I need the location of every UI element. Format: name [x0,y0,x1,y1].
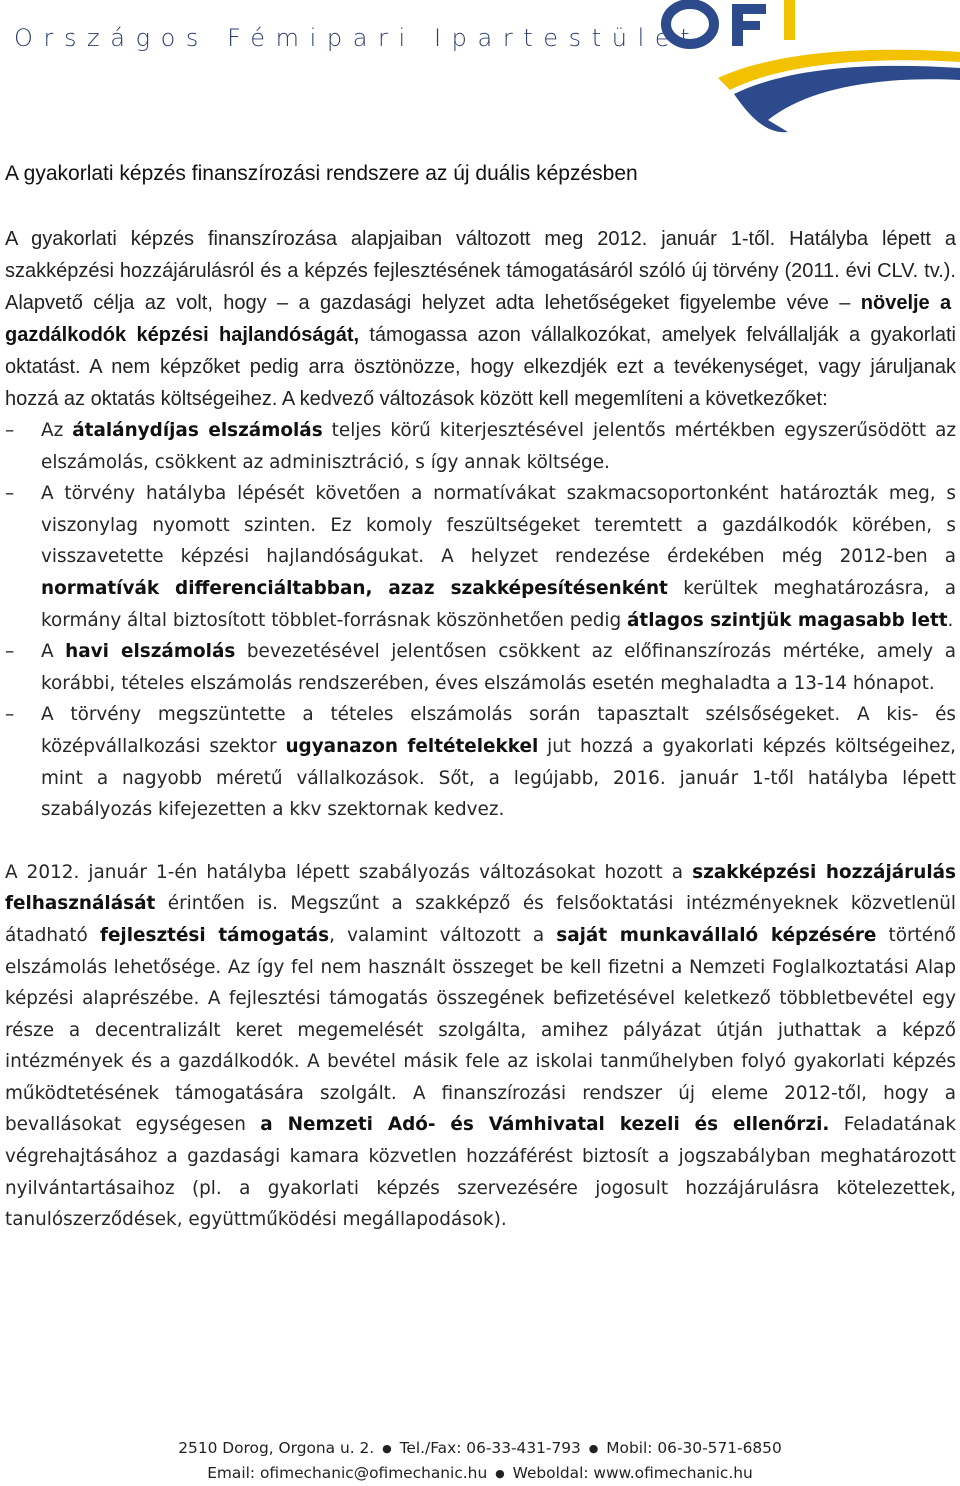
list-highlight: havi elszámolás [65,641,236,663]
list-text: . [947,609,954,631]
list-text: bevezetésével jelentősen csökkent az előfinanszírozás mértéke, amely a korábbi, tételes elszámolás rendszerében, éves elszámolás esetén meghaladta a 13-14 hónapot. [41,641,956,694]
paragraph-highlight: saját munkavállaló képzésére [556,924,877,946]
list-item [5,415,956,478]
intro-paragraph [5,223,956,415]
intro-text-b: támogassa azon vállalkozókat, amelyek felvállalják a gyakorlati oktatást. A nem képzőket pedig arra ösztönözze, hogy elkezdjék ezt a tevékenységet, vagy járuljanak hozzá az oktatás költségeihez. A kedvező változások között kell megemlíteni a következőket: [5,324,956,410]
footer-email[interactable]: Email: ofimechanic@ofimechanic.hu [207,1464,488,1482]
list-highlight: átalánydíjas elszámolás [72,420,323,441]
footer-website[interactable]: Weboldal: www.ofimechanic.hu [512,1464,753,1482]
paragraph-text: A 2012. január 1-én hatályba lépett szabályozás változásokat hozott a [5,861,693,883]
organization-name: Országos Fémipari Ipartestület [14,24,701,52]
footer-address: 2510 Dorog, Orgona u. 2. [178,1439,375,1457]
ofi-logo [648,0,960,135]
footer-phone: Tel./Fax: 06-33-431-793 [399,1439,581,1457]
paragraph-text: történő elszámolás lehetősége. Az így fel nem használt összeget be kell fizetni a Nemzeti Foglalkoztatási Alap képzési alaprészébe. A fejlesztési támogatás összegének befizetésével keletkező többletbevétel egy része a decentralizált keret megemelését szolgálta, amihez pályázat útján juthattak a képző intézmények és a gazdálkodók. A bevétel másik fele az iskolai tanműhelyben folyó gyakorlati képzés működtetésének támogatására szolgált. A finanszírozási rendszer új eleme 2012-től, hogy a bevallásokat egységesen [5,924,956,1136]
paragraph-text: , valamint változott a [329,924,557,946]
dash-bullet: – [5,420,15,441]
paragraph-highlight: a Nemzeti Adó- és Vámhivatal kezeli és ellenőrzi. [260,1114,830,1136]
second-paragraph [5,857,956,1236]
intro-highlight: növelje a gazdálkodók képzési hajlandóságát, [5,292,952,346]
document-body [5,158,956,1236]
bullet-separator-icon: ● [495,1467,505,1480]
list-item [5,699,956,825]
list-highlight: ugyanazon feltételekkel [285,735,539,757]
changes-list [5,415,956,826]
footer-line-contact [0,1436,960,1461]
footer-line-web [0,1461,960,1486]
paragraph-highlight: fejlesztési támogatás [99,924,330,946]
list-item [5,478,956,636]
list-text: A törvény hatályba lépését követően a normatívákat szakmacsoportonként határozták meg, s viszonylag nyomott szinten. Ez komoly feszültségeket teremtett a gazdálkodók körében, s visszavetette képzési hajlandóságukat. A helyzet rendezése érdekében még 2012-ben a [41,483,956,568]
dash-bullet: – [5,483,15,505]
page-footer [0,1436,960,1486]
paragraph-text: érintően is. Megszűnt a szakképző és felsőoktatási intézményeknek közvetlenül átadható [5,893,956,946]
dash-bullet: – [5,704,15,726]
list-text: A [41,641,66,663]
list-item [5,636,956,699]
list-highlight: átlagos szintjük magasabb lett [627,609,948,631]
paragraph-highlight: szakképzési hozzájárulás felhasználását [5,861,956,915]
paragraph-text: Feladatának végrehajtásához a gazdasági kamara közvetlen hozzáférést biztosít a jogszabályban meghatározott nyilvántartásaihoz (pl. a gyakorlati képzés szervezésére jogosult hozzájárulásra kötelezettek, tanulószerződések, együttműködési megállapodások). [5,1114,956,1231]
bullet-separator-icon: ● [588,1442,599,1455]
footer-mobile: Mobil: 06-30-571-6850 [606,1439,782,1457]
document-title: A gyakorlati képzés finanszírozási rendszere az új duális képzésben [5,162,638,185]
list-text: Az [41,420,73,441]
page-header [0,0,960,140]
bullet-separator-icon: ● [382,1442,392,1455]
list-text: jut hozzá a gyakorlati képzés költségeihez, mint a nagyobb méretű vállalkozások. Sőt, a legújabb, 2016. január 1-től hatályba lépett szabályozás kifejezetten a kkv szektornak kedvez. [41,735,956,821]
intro-text-start: A gyakorlati képzés finanszírozása alapjaiban változott meg 2012. január 1-től. Hatályba lépett a szakképzési hozzájárulásról és a képzés fejlesztésének támogatásáról szóló új törvény (2011. évi CLV. tv.). [5,228,956,282]
intro-text-a: Alapvető célja az volt, hogy – a gazdasági helyzet adta lehetőségeket figyelembe véve – [5,292,861,314]
list-text: kerültek meghatározásra, a kormány által biztosított többlet-forrásnak köszönhetően pedig [41,577,956,631]
list-text: teljes körű kiterjesztésével jelentős mértékben egyszerűsödött az elszámolás, csökkent az adminisztráció, s így annak költsége. [41,420,956,473]
dash-bullet: – [5,641,15,663]
list-highlight: normatívák differenciáltabban, azaz szakképesítésenként [41,577,668,599]
list-text: A törvény megszüntette a tételes elszámolás során tapasztalt szélsőségeket. A kis- és középvállalkozási szektor [41,704,956,757]
